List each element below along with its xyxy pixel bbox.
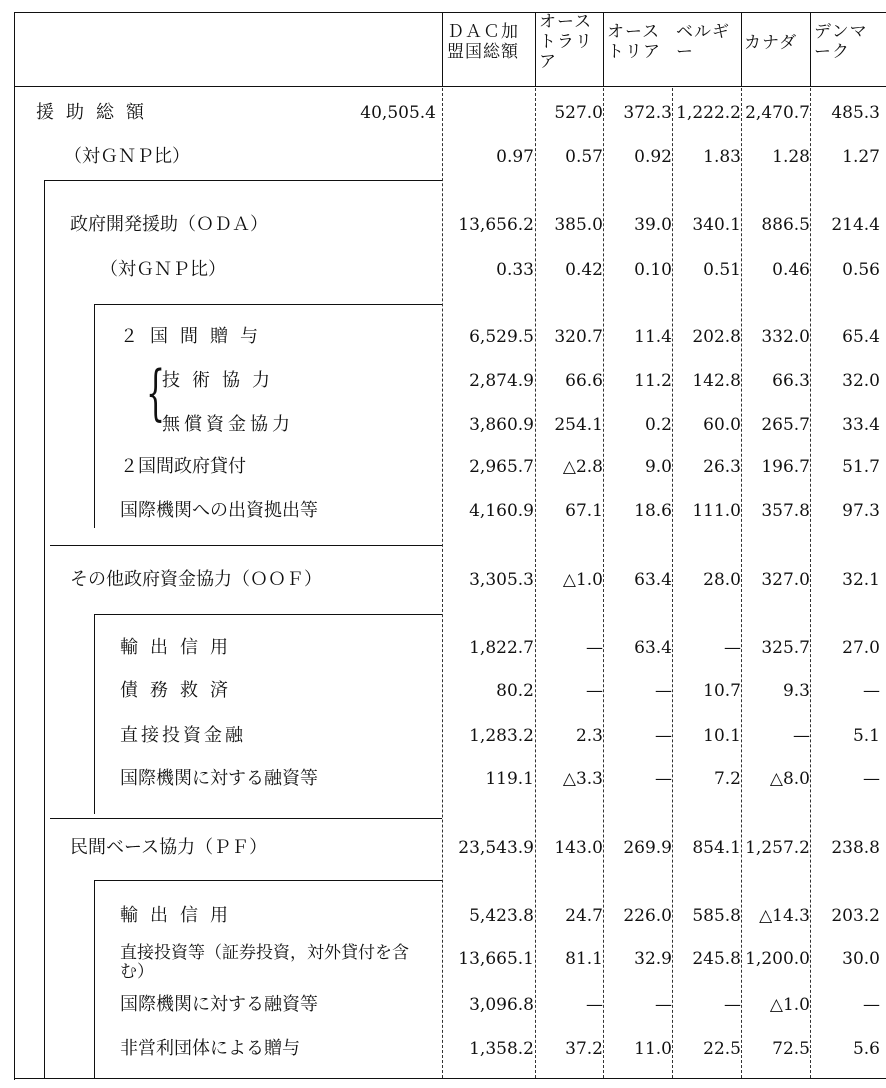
table-cell: 340.1 (692, 215, 741, 235)
row-label-direct-investment-finance: 直接投資金融 (120, 725, 246, 746)
table-cell: 245.8 (692, 949, 741, 969)
table-cell: 37.2 (565, 1039, 603, 1059)
column-header-denmark: デンマ ーク (814, 22, 868, 62)
top-border (14, 12, 886, 13)
table-cell: 28.0 (703, 570, 741, 590)
table-cell: 32.0 (842, 371, 880, 391)
oda-section-border (44, 180, 442, 181)
table-cell: — (655, 726, 672, 746)
table-cell: 1,200.0 (745, 949, 810, 969)
table-cell: 0.33 (496, 260, 534, 280)
table-cell: 854.1 (692, 838, 741, 858)
table-cell: 26.3 (703, 457, 741, 477)
table-cell: 1.83 (703, 147, 741, 167)
row-label-bilateral-loans: ２国間政府貸付 (120, 456, 246, 477)
column-divider (810, 88, 811, 1078)
table-cell: △14.3 (759, 906, 810, 926)
table-cell: 32.9 (634, 949, 672, 969)
column-divider (535, 12, 536, 86)
table-cell: 111.0 (692, 501, 741, 521)
table-cell: 0.57 (565, 147, 603, 167)
bilateral-section-border (94, 304, 442, 305)
table-cell: 39.0 (634, 215, 672, 235)
column-divider (603, 12, 604, 86)
table-cell: 2,470.7 (745, 103, 810, 123)
table-cell: 0.92 (634, 147, 672, 167)
oof-detail-border (94, 614, 442, 615)
table-cell: △2.8 (562, 457, 603, 477)
table-cell: 24.7 (565, 906, 603, 926)
table-cell: 81.1 (565, 949, 603, 969)
table-cell: 9.3 (782, 681, 810, 701)
row-label-debt-relief: 債務救済 (120, 680, 240, 701)
table-cell: 72.5 (772, 1039, 810, 1059)
table-cell: △1.0 (562, 570, 603, 590)
row-label-bilateral-grants: ２国間贈与 (120, 326, 270, 347)
row-label-oof: その他政府資金協力（ＯＯＦ） (70, 569, 322, 590)
table-cell: 0.56 (842, 260, 880, 280)
table-cell: — (863, 995, 880, 1015)
column-divider (442, 88, 443, 1078)
oda-section-border (44, 180, 45, 1078)
pf-detail-border (94, 880, 95, 1078)
row-label-technical-cooperation: 技術協力 (162, 370, 282, 391)
table-cell: 66.6 (565, 371, 603, 391)
table-cell: 32.1 (842, 570, 880, 590)
table-cell: 13,656.2 (458, 215, 534, 235)
table-cell: 9.0 (644, 457, 672, 477)
table-cell: 143.0 (554, 838, 603, 858)
table-cell: 196.7 (761, 457, 810, 477)
table-cell: 0.51 (703, 260, 741, 280)
table-cell: 332.0 (761, 327, 810, 347)
table-cell: — (586, 995, 603, 1015)
column-divider (741, 88, 742, 1078)
table-cell: 65.4 (842, 327, 880, 347)
table-cell: — (863, 681, 880, 701)
table-cell: 238.8 (831, 838, 880, 858)
table-cell: 385.0 (554, 215, 603, 235)
table-cell: 1,283.2 (469, 726, 534, 746)
table-cell: △3.3 (562, 769, 603, 789)
table-cell: 7.2 (713, 769, 741, 789)
table-cell: △8.0 (769, 769, 810, 789)
table-cell: △1.0 (769, 995, 810, 1015)
table-cell: 27.0 (842, 638, 880, 658)
table-cell: 0.42 (565, 260, 603, 280)
column-divider (741, 12, 742, 86)
table-cell: 40,505.4 (360, 103, 436, 123)
row-label-export-credit: 輸出信用 (120, 637, 240, 658)
table-cell: 886.5 (761, 215, 810, 235)
row-label-direct-investment: 直接投資等（証券投資，対外貸付を含む） (120, 943, 409, 982)
table-cell: 357.8 (761, 501, 810, 521)
table-cell: 2,874.9 (469, 371, 534, 391)
table-cell: 63.4 (634, 570, 672, 590)
table-cell: 97.3 (842, 501, 880, 521)
table-cell: 63.4 (634, 638, 672, 658)
row-label-grant-aid: 無償資金協力 (162, 414, 294, 435)
table-cell: 269.9 (623, 838, 672, 858)
table-cell: 60.0 (703, 415, 741, 435)
table-cell: 3,096.8 (469, 995, 534, 1015)
table-cell: 23,543.9 (458, 838, 534, 858)
table-cell: 265.7 (761, 415, 810, 435)
table-cell: 0.97 (496, 147, 534, 167)
left-border (14, 12, 15, 1080)
table-cell: 214.4 (831, 215, 880, 235)
table-cell: — (724, 638, 741, 658)
header-bottom-border (14, 86, 886, 87)
column-header-austria: オース トリア (607, 22, 661, 62)
table-cell: 5.1 (852, 726, 880, 746)
row-label-ngo-grants: 非営利団体による贈与 (120, 1038, 300, 1059)
row-label-private-flows: 民間ベース協力（ＰＦ） (70, 837, 268, 858)
table-cell: 327.0 (761, 570, 810, 590)
table-cell: — (655, 995, 672, 1015)
table-cell: 80.2 (496, 681, 534, 701)
table-cell: 6,529.5 (469, 327, 534, 347)
table-cell: 18.6 (634, 501, 672, 521)
table-cell: — (793, 726, 810, 746)
bilateral-section-border (94, 304, 95, 528)
table-cell: 33.4 (842, 415, 880, 435)
table-cell: 585.8 (692, 906, 741, 926)
row-label-export-credit: 輸出信用 (120, 905, 240, 926)
column-divider (535, 88, 536, 1078)
table-cell: 13,665.1 (458, 949, 534, 969)
table-cell: 142.8 (692, 371, 741, 391)
table-cell: 4,160.9 (469, 501, 534, 521)
row-label-multilateral-loans: 国際機関に対する融資等 (120, 768, 318, 789)
table-cell: 5,423.8 (469, 906, 534, 926)
table-cell: — (863, 769, 880, 789)
table-cell: 67.1 (565, 501, 603, 521)
table-cell: 0.10 (634, 260, 672, 280)
table-cell: — (655, 769, 672, 789)
table-cell: 203.2 (831, 906, 880, 926)
column-divider (442, 12, 443, 86)
table-cell: 51.7 (842, 457, 880, 477)
table-cell: 22.5 (703, 1039, 741, 1059)
table-cell: — (724, 995, 741, 1015)
table-cell: 10.7 (703, 681, 741, 701)
table-cell: 0.46 (772, 260, 810, 280)
table-cell: 10.1 (703, 726, 741, 746)
table-cell: 527.0 (554, 103, 603, 123)
table-cell: 0.2 (644, 415, 672, 435)
column-divider (603, 88, 604, 1078)
oof-section-border (50, 545, 442, 546)
table-cell: 1,358.2 (469, 1039, 534, 1059)
table-cell: 1,257.2 (745, 838, 810, 858)
column-header-belgium: ベルギ ー (676, 22, 730, 62)
table-cell: 202.8 (692, 327, 741, 347)
table-cell: 3,860.9 (469, 415, 534, 435)
table-cell: 119.1 (485, 769, 534, 789)
table-cell: 11.4 (634, 327, 672, 347)
table-cell: 325.7 (761, 638, 810, 658)
row-label-oda: 政府開発援助（ＯＤＡ） (70, 214, 268, 235)
row-label-total-aid: 援助総額 (36, 102, 156, 123)
table-cell: 254.1 (554, 415, 603, 435)
table-cell: — (655, 681, 672, 701)
column-divider (810, 12, 811, 86)
table-cell: 320.7 (554, 327, 603, 347)
column-divider (672, 88, 673, 1078)
table-cell: 485.3 (831, 103, 880, 123)
table-cell: 1.28 (772, 147, 810, 167)
pf-section-border (50, 818, 442, 819)
column-header-australia: オース トラリ ア (539, 12, 593, 72)
bottom-border (14, 1078, 886, 1079)
table-cell: 226.0 (623, 906, 672, 926)
table-cell: 3,305.3 (469, 570, 534, 590)
row-label-gnp-ratio: （対ＧＮＰ比） (64, 146, 190, 167)
row-label-multilateral-contributions: 国際機関への出資拠出等 (120, 500, 318, 521)
column-header-canada: カナダ (744, 33, 798, 53)
row-label-oda-gnp-ratio: （対ＧＮＰ比） (100, 259, 226, 280)
table-cell: — (586, 681, 603, 701)
table-cell: 1,222.2 (676, 103, 741, 123)
pf-detail-border (94, 880, 442, 881)
table-cell: 2,965.7 (469, 457, 534, 477)
table-cell: — (586, 638, 603, 658)
table-cell: 1.27 (842, 147, 880, 167)
table-cell: 30.0 (842, 949, 880, 969)
table-cell: 372.3 (623, 103, 672, 123)
column-header-dac: ＤＡＣ加 盟国総額 (447, 22, 519, 62)
table-cell: 11.2 (634, 371, 672, 391)
table-cell: 1,822.7 (469, 638, 534, 658)
grant-breakdown-brace: { (146, 358, 166, 428)
table-cell: 66.3 (772, 371, 810, 391)
table-cell: 5.6 (852, 1039, 880, 1059)
row-label-multilateral-loans: 国際機関に対する融資等 (120, 994, 318, 1015)
oof-detail-border (94, 614, 95, 814)
table-cell: 11.0 (634, 1039, 672, 1059)
table-cell: 2.3 (575, 726, 603, 746)
